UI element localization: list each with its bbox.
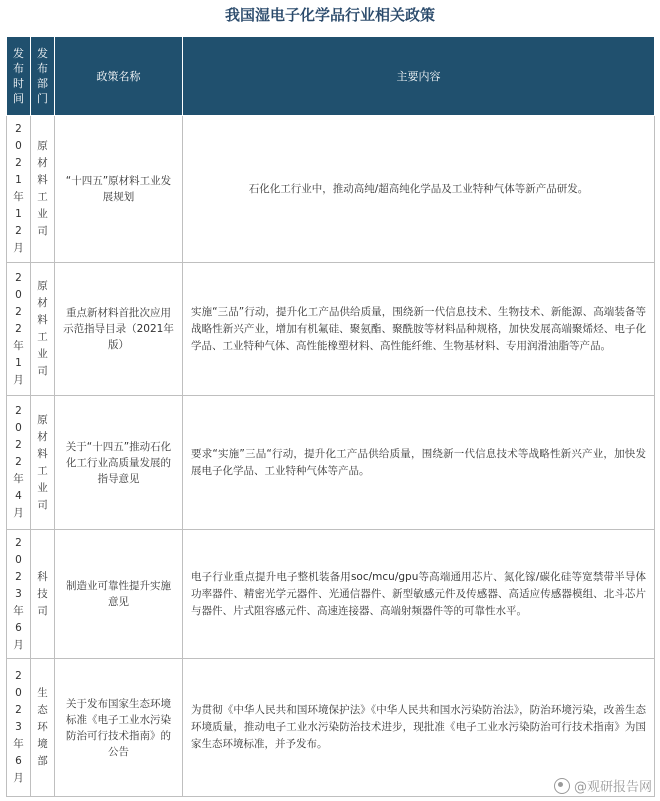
watermark-text: @观研报告网 [573, 780, 652, 795]
header-date: 发 布 时 间 [7, 37, 31, 116]
table-row [7, 396, 655, 530]
row-date: 2 0 2 1 年 1 2 月 [7, 116, 31, 263]
row-policy-name: “十四五”原材料工业发展规划 [55, 116, 183, 263]
table-header-row [7, 37, 655, 116]
row-date: 2 0 2 3 年 6 月 [7, 530, 31, 659]
row-content: 石化化工行业中，推动高纯/超高纯化学品及工业特种气体等新产品研发。 [183, 116, 655, 263]
page-title: 我国湿电子化学品行业相关政策 [224, 6, 435, 24]
row-content: 要求“实施”三品“行动，提升化工产品供给质量，围绕新一代信息技术等战略性新兴产业，加快发展电子化学品、工业特种气体等产品。 [183, 396, 655, 530]
header-dept: 发 布 部 门 [31, 37, 55, 116]
header-name: 政策名称 [55, 37, 183, 116]
row-dept: 原 材 料 工 业 司 [31, 396, 55, 530]
watermark [554, 776, 652, 795]
header-content: 主要内容 [183, 37, 655, 116]
row-content: 电子行业重点提升电子整机装备用soc/mcu/gpu等高端通用芯片、氮化镓/碳化硅等宽禁带半导体功率器件、精密光学元器件、光通信器件、新型敏感元件及传感器、高适应传感器模组、北斗芯片与器件、片式阻容感元件、高速连接器、高端射频器件等的可靠性水平。 [183, 530, 655, 659]
row-dept: 原 材 料 工 业 司 [31, 116, 55, 263]
policy-table [6, 36, 655, 797]
row-policy-name: 关于“十四五”推动石化化工行业高质量发展的指导意见 [55, 396, 183, 530]
table-row [7, 263, 655, 396]
table-row [7, 116, 655, 263]
row-policy-name: 重点新材料首批次应用示范指导目录（2021年版） [55, 263, 183, 396]
row-policy-name: 制造业可靠性提升实施意见 [55, 530, 183, 659]
row-date: 2 0 2 3 年 6 月 [7, 659, 31, 797]
row-policy-name: 关于发布国家生态环境标准《电子工业水污染防治可行技术指南》的公告 [55, 659, 183, 797]
row-content: 为贯彻《中华人民共和国环境保护法》《中华人民共和国水污染防治法》，防治环境污染，改善生态环境质量，推动电子工业水污染防治技术进步，现批准《电子工业水污染防治可行技术指南》为国家生态环境标准，并予发布。 [183, 659, 655, 797]
row-dept: 科 技 司 [31, 530, 55, 659]
row-dept: 生 态 环 境 部 [31, 659, 55, 797]
row-dept: 原 材 料 工 业 司 [31, 263, 55, 396]
logo-icon [554, 778, 570, 794]
row-content: 实施“三品”行动，提升化工产品供给质量，围绕新一代信息技术、生物技术、新能源、高端装备等战略性新兴产业，增加有机氟硅、聚氨酯、聚酰胺等材料品种规格，加快发展高端聚烯烃、电子化学品、工业特种气体、高性能橡塑材料、高性能纤维、生物基材料、专用润滑油脂等产品。 [183, 263, 655, 396]
row-date: 2 0 2 2 年 1 月 [7, 263, 31, 396]
table-row [7, 530, 655, 659]
row-date: 2 0 2 2 年 4 月 [7, 396, 31, 530]
